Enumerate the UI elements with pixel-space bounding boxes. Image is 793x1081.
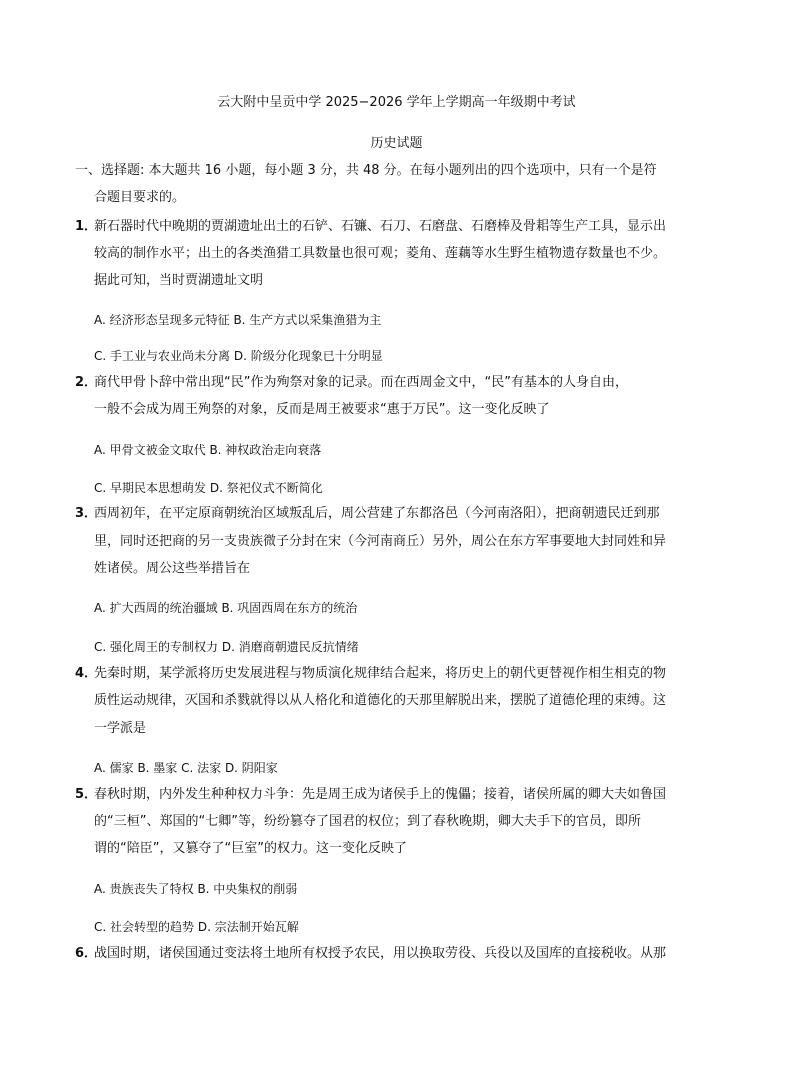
question-number-4: 4． [75, 666, 98, 681]
question-2-text-line-2: 一般不会成为周王殉祭的对象，反而是周王被要求“惠于万民”。这一变化反映了 [94, 402, 550, 417]
question-3-options-line-1: A. 扩大西周的统治疆域 B. 巩固西周在东方的统治 [94, 601, 358, 615]
question-5-text-line-2: 的“三桓”、郑国的“七卿”等，纷纷篡夺了国君的权位；到了春秋晚期，卿大夫手下的官员，即所 [94, 814, 641, 829]
question-5-text-line-1: 春秋时期，内外发生种种权力斗争：先是周王成为诸侯手上的傀儡；接着，诸侯所属的卿大夫如鲁国 [94, 787, 667, 802]
question-1-options-line-1: A. 经济形态呈现多元特征 B. 生产方式以采集渔猎为主 [94, 313, 382, 327]
question-4-text-line-3: 一学派是 [94, 721, 147, 736]
question-4-text-line-1: 先秦时期，某学派将历史发展进程与物质演化规律结合起来，将历史上的朝代更替视作相生相克的物 [94, 666, 667, 681]
question-number-3: 3． [75, 506, 98, 521]
question-1-text-line-2: 较高的制作水平；出土的各类渔猎工具数量也很可观；菱角、莲藕等水生野生植物遗存数量也不少。 [94, 246, 667, 261]
question-2-text-line-1: 商代甲骨卜辞中常出现“民”作为殉祭对象的记录。而在西周金文中，“民”有基本的人身自由， [94, 375, 628, 390]
question-3-options-line-2: C. 强化周王的专制权力 D. 消磨商朝遗民反抗情绪 [94, 640, 359, 654]
question-6-text-line-1: 战国时期，诸侯国通过变法将土地所有权授予农民，用以换取劳役、兵役以及国库的直接税收。从那 [94, 946, 667, 961]
question-2-options-line-1: A. 甲骨文被金文取代 B. 神权政治走向衰落 [94, 443, 322, 457]
question-number-6: 6． [75, 946, 98, 961]
question-number-5: 5． [75, 787, 98, 802]
section-instructions-line-1: 一、选择题: 本大题共 16 小题，每小题 3 分，共 48 分。在每小题列出的四个选项中，只有一个是符 [75, 163, 657, 178]
question-2-options-line-2: C. 早期民本思想萌发 D. 祭祀仪式不断简化 [94, 481, 323, 495]
question-number-1: 1． [75, 219, 98, 234]
question-3-text-line-2: 里，同时还把商的另一支贵族微子分封在宋（今河南商丘）另外，周公在东方军事要地大封同姓和异 [94, 534, 667, 549]
question-3-text-line-3: 姓诸侯。周公这些举措旨在 [94, 561, 251, 576]
section-instructions-line-2: 合题目要求的。 [94, 190, 186, 205]
question-5-options-line-2: C. 社会转型的趋势 D. 宗法制开始瓦解 [94, 920, 299, 934]
question-1-text-line-3: 据此可知，当时贾湖遗址文明 [94, 273, 264, 288]
question-4-options-line-1: A. 儒家 B. 墨家 C. 法家 D. 阴阳家 [94, 761, 278, 775]
question-4-text-line-2: 质性运动规律，灭国和杀戮就得以从人格化和道德化的天那里解脱出来，摆脱了道德伦理的束缚。这 [94, 693, 667, 708]
question-3-text-line-1: 西周初年，在平定原商朝统治区域叛乱后，周公营建了东都洛邑（今河南洛阳），把商朝遗民迁到那 [94, 506, 660, 521]
question-number-2: 2． [75, 375, 98, 390]
exam-title: 云大附中呈贡中学 2025−2026 学年上学期高一年级期中考试 [217, 95, 576, 110]
question-5-options-line-1: A. 贵族丧失了特权 B. 中央集权的削弱 [94, 882, 298, 896]
question-1-options-line-2: C. 手工业与农业尚未分离 D. 阶级分化现象已十分明显 [94, 349, 383, 363]
question-5-text-line-3: 谓的“陪臣”，又篡夺了“巨室”的权力。这一变化反映了 [94, 841, 407, 856]
subject-title: 历史试题 [370, 136, 423, 151]
question-1-text-line-1: 新石器时代中晚期的贾湖遗址出土的石铲、石镰、石刀、石磨盘、石磨棒及骨耜等生产工具，显示出 [94, 219, 667, 234]
